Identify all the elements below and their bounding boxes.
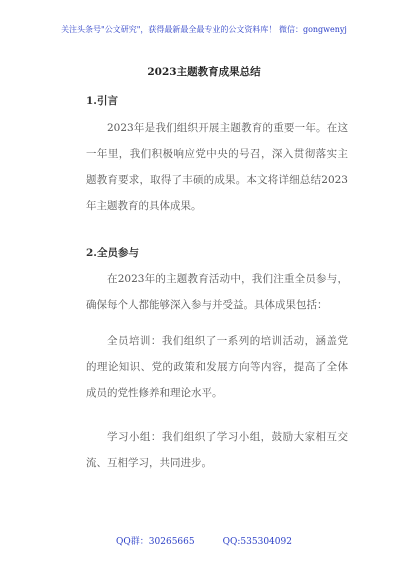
paragraph-intro: 2023年是我们组织开展主题教育的重要一年。在这一年里，我们积极响应党中央的号召，深入贯彻落实主题教育要求，取得了丰硕的成果。本文将详细总结2023年主题教育的具体成果。 [86,122,348,212]
qq-number: QQ:535304092 [222,537,292,547]
section-heading-intro: 1.引言 [86,95,118,107]
contact-footer [0,534,408,547]
paragraph-study-group: 学习小组：我们组织了学习小组，鼓励大家相互交流、互相学习，共同进步。 [86,431,348,469]
paragraph-participation: 在2023年的主题教育活动中，我们注重全员参与，确保每个人都能够深入参与并受益。具体成果包括： [86,273,348,311]
paragraph-training: 全员培训：我们组织了一系列的培训活动，涵盖党的理论知识、党的政策和发展方向等内容，提高了全体成员的党性修养和理论水平。 [86,335,348,399]
qq-group-number: QQ群：30265665 [116,537,195,547]
promo-banner: 关注头条号"公文研究"，获得最新最全最专业的公文资料库！ 微信：gongwenyj [61,25,347,34]
document-title: 2023主题教育成果总结 [147,66,261,78]
section-heading-participation: 2.全员参与 [86,247,139,259]
